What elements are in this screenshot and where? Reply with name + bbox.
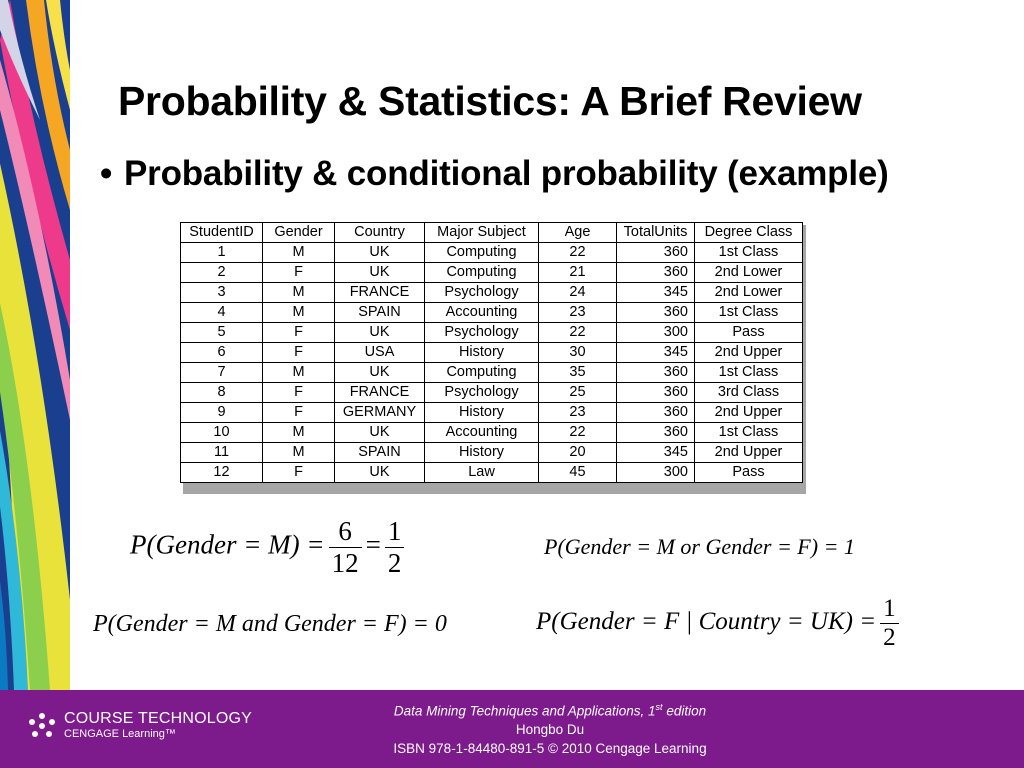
- book-title-text: Data Mining Techniques and Applications, 1: [393, 703, 656, 719]
- table-cell: 24: [539, 283, 617, 303]
- table-cell: 2nd Upper: [695, 343, 803, 363]
- table-cell: M: [263, 283, 335, 303]
- table-cell: Computing: [425, 263, 539, 283]
- table-cell: 21: [539, 263, 617, 283]
- table-row: [181, 463, 803, 483]
- table-cell: 6: [181, 343, 263, 363]
- edition-word: edition: [662, 703, 707, 719]
- table-cell: 23: [539, 403, 617, 423]
- table-cell: 3: [181, 283, 263, 303]
- table-row: [181, 443, 803, 463]
- table-cell: UK: [335, 243, 425, 263]
- table-cell: History: [425, 403, 539, 423]
- table-cell: 345: [617, 343, 695, 363]
- table-cell: F: [263, 403, 335, 423]
- table-cell: 360: [617, 243, 695, 263]
- table-cell: Pass: [695, 323, 803, 343]
- denominator: 2: [385, 547, 405, 579]
- formula-p-m-and-f: P(Gender = M and Gender = F) = 0: [93, 611, 447, 637]
- table-row: [181, 383, 803, 403]
- column-header: TotalUnits: [617, 223, 695, 243]
- table-cell: F: [263, 323, 335, 343]
- table-cell: F: [263, 343, 335, 363]
- table-row: [181, 403, 803, 423]
- fraction: [880, 595, 899, 652]
- table-cell: 2nd Upper: [695, 403, 803, 423]
- table-cell: 20: [539, 443, 617, 463]
- table-cell: 360: [617, 383, 695, 403]
- table-cell: M: [263, 423, 335, 443]
- student-table-wrap: [180, 222, 803, 483]
- book-title: [290, 698, 810, 721]
- table-row: [181, 283, 803, 303]
- isbn: ISBN 978-1-84480-891-5 © 2010 Cengage Learning: [393, 740, 707, 756]
- table-cell: Law: [425, 463, 539, 483]
- table-cell: 360: [617, 423, 695, 443]
- table-cell: 23: [539, 303, 617, 323]
- table-cell: UK: [335, 263, 425, 283]
- table-cell: M: [263, 363, 335, 383]
- denominator: 2: [880, 623, 899, 652]
- column-header: Degree Class: [695, 223, 803, 243]
- table-cell: 22: [539, 323, 617, 343]
- numerator: 6: [338, 516, 352, 546]
- table-body: [181, 243, 803, 483]
- fraction: [385, 516, 405, 579]
- column-header: Country: [335, 223, 425, 243]
- formula-p-gender-m: [130, 516, 408, 579]
- table-cell: Computing: [425, 363, 539, 383]
- table-cell: 30: [539, 343, 617, 363]
- column-header: Age: [539, 223, 617, 243]
- logo-line-2: CENGAGE Learning™: [64, 728, 176, 740]
- table-cell: 10: [181, 423, 263, 443]
- table-cell: F: [263, 463, 335, 483]
- student-table: [180, 222, 803, 483]
- table-row: [181, 243, 803, 263]
- table-cell: 22: [539, 243, 617, 263]
- table-cell: 1st Class: [695, 303, 803, 323]
- table-cell: Psychology: [425, 383, 539, 403]
- table-cell: 2nd Lower: [695, 283, 803, 303]
- table-cell: 1st Class: [695, 363, 803, 383]
- equals-sign: =: [365, 529, 381, 560]
- table-cell: Psychology: [425, 283, 539, 303]
- table-cell: GERMANY: [335, 403, 425, 423]
- footer-bar: [0, 690, 1024, 768]
- table-row: [181, 263, 803, 283]
- table-cell: 4: [181, 303, 263, 323]
- table-cell: 45: [539, 463, 617, 483]
- table-cell: UK: [335, 423, 425, 443]
- table-row: [181, 343, 803, 363]
- formula-p-f-given-uk: [536, 595, 903, 652]
- table-cell: M: [263, 243, 335, 263]
- table-cell: 345: [617, 443, 695, 463]
- table-cell: 1: [181, 243, 263, 263]
- decorative-stripes: [0, 0, 70, 690]
- table-cell: UK: [335, 363, 425, 383]
- table-cell: 7: [181, 363, 263, 383]
- table-cell: FRANCE: [335, 383, 425, 403]
- table-cell: F: [263, 263, 335, 283]
- table-cell: 345: [617, 283, 695, 303]
- edition-superscript: st: [655, 702, 663, 712]
- table-cell: FRANCE: [335, 283, 425, 303]
- table-cell: SPAIN: [335, 303, 425, 323]
- table-cell: M: [263, 303, 335, 323]
- table-cell: UK: [335, 463, 425, 483]
- table-row: [181, 363, 803, 383]
- table-cell: History: [425, 343, 539, 363]
- table-cell: 360: [617, 263, 695, 283]
- formula-p-m-or-f: P(Gender = M or Gender = F) = 1: [544, 534, 855, 559]
- table-cell: Accounting: [425, 303, 539, 323]
- numerator: 1: [387, 516, 402, 546]
- table-cell: 5: [181, 323, 263, 343]
- table-header-row: [181, 223, 803, 243]
- table-row: [181, 423, 803, 443]
- table-cell: Computing: [425, 243, 539, 263]
- table-cell: USA: [335, 343, 425, 363]
- table-cell: UK: [335, 323, 425, 343]
- table-cell: Pass: [695, 463, 803, 483]
- table-cell: SPAIN: [335, 443, 425, 463]
- denominator: 12: [329, 547, 362, 579]
- logo-line-1: COURSE TECHNOLOGY: [64, 710, 253, 727]
- table-cell: 360: [617, 403, 695, 423]
- book-credits: [290, 698, 810, 758]
- table-cell: 1st Class: [695, 423, 803, 443]
- table-cell: 2nd Upper: [695, 443, 803, 463]
- table-cell: 9: [181, 403, 263, 423]
- table-cell: 3rd Class: [695, 383, 803, 403]
- bullet-marker: •: [100, 154, 113, 193]
- column-header: Major Subject: [425, 223, 539, 243]
- table-cell: 25: [539, 383, 617, 403]
- formula-lhs: P(Gender = M) =: [130, 529, 325, 560]
- formula-lhs: P(Gender = F | Country = UK) =: [536, 608, 877, 636]
- table-cell: 2: [181, 263, 263, 283]
- table-cell: 1st Class: [695, 243, 803, 263]
- table-cell: Psychology: [425, 323, 539, 343]
- numerator: 1: [883, 595, 896, 622]
- table-cell: Accounting: [425, 423, 539, 443]
- table-cell: 35: [539, 363, 617, 383]
- table-cell: 11: [181, 443, 263, 463]
- slide-title: Probability & Statistics: A Brief Review: [118, 78, 862, 124]
- bullet-text: Probability & conditional probability (example): [124, 154, 889, 193]
- column-header: Gender: [263, 223, 335, 243]
- table-cell: 12: [181, 463, 263, 483]
- table-cell: 22: [539, 423, 617, 443]
- bullet-point: [100, 154, 889, 194]
- table-cell: 360: [617, 303, 695, 323]
- table-cell: 2nd Lower: [695, 263, 803, 283]
- table-cell: M: [263, 443, 335, 463]
- table-cell: History: [425, 443, 539, 463]
- table-cell: 8: [181, 383, 263, 403]
- table-cell: 300: [617, 463, 695, 483]
- fraction: [329, 516, 362, 579]
- table-cell: F: [263, 383, 335, 403]
- column-header: StudentID: [181, 223, 263, 243]
- table-row: [181, 323, 803, 343]
- table-cell: 360: [617, 363, 695, 383]
- table-row: [181, 303, 803, 323]
- author: Hongbo Du: [515, 722, 585, 737]
- cengage-star-icon: [28, 712, 56, 740]
- table-cell: 300: [617, 323, 695, 343]
